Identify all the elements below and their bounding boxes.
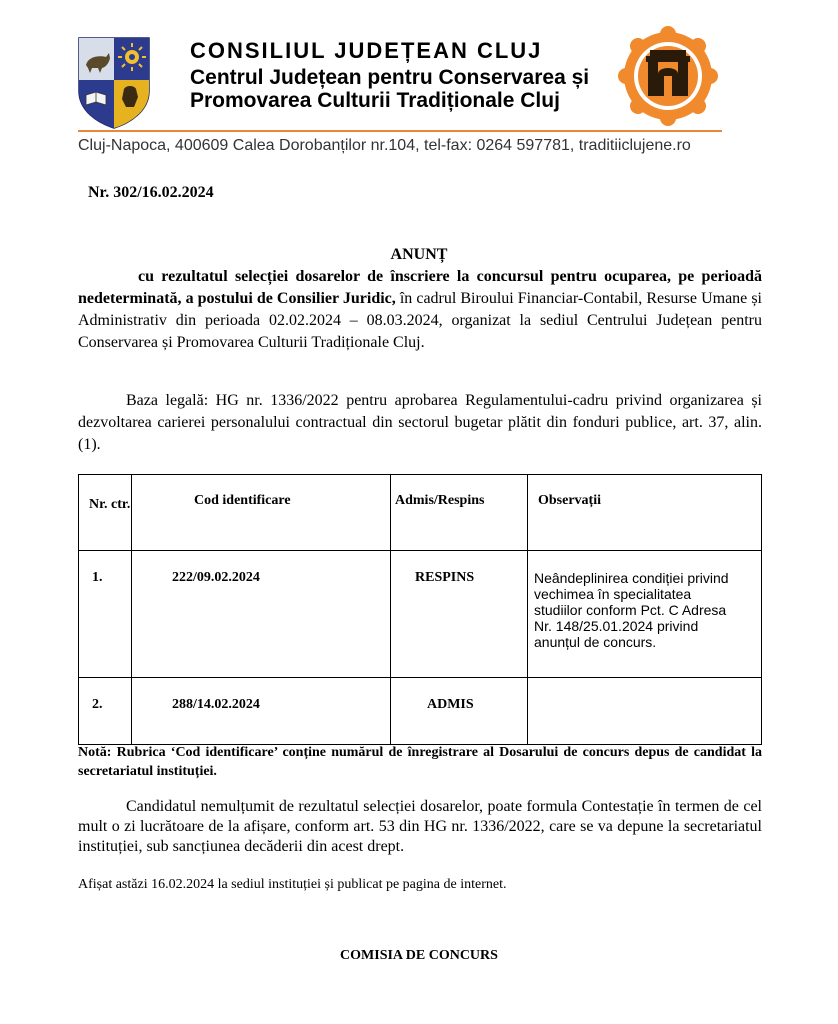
legal-basis-paragraph — [78, 390, 762, 456]
document-title: ANUNȚ — [390, 246, 448, 263]
table-note: Notă: Rubrica ‘Cod identificare’ conține numărul de înregistrare al Dosarului de concurs depus de candidat la secretariatul instituției. — [78, 745, 762, 779]
results-table — [78, 474, 762, 745]
row-cod: 288/14.02.2024 — [132, 678, 391, 745]
header-nr: Nr. ctr. — [79, 475, 132, 551]
contestation-paragraph — [78, 797, 762, 857]
county-coat-of-arms-logo — [78, 37, 150, 129]
intro-paragraph-bold: cu rezultatul selecției dosarelor de înscriere la concursul pentru ocuparea, pe perioadă nedeterminată, a postului de Consilier Juridic, — [78, 268, 762, 307]
intro-paragraph — [78, 266, 762, 354]
signature-committee: COMISIA DE CONCURS — [340, 948, 498, 963]
header-admis: Admis/Respins — [391, 475, 528, 551]
table-header-row — [79, 475, 762, 551]
legal-basis-text: Baza legală: HG nr. 1336/2022 pentru aprobarea Regulamentului-cadru privind organizarea și dezvoltarea carierei personalului contractual din sectorul bugetar plătit din fonduri publice, art. 37, alin. (1). — [78, 392, 762, 453]
contestation-text: Candidatul nemulțumit de rezultatul selecției dosarelor, poate formula Contestație în termen de cel mult o zi lucrătoare de la afișare, conform art. 53 din HG nr. 1336/2022, care se va depune la secretariatul instituției, sub sancțiunea decăderii din acest drept. — [78, 798, 762, 855]
header-address: Cluj-Napoca, 400609 Calea Dorobanților nr.104, tel-fax: 0264 597781, traditiiclujene.ro — [78, 137, 691, 154]
center-name-line2: Promovarea Culturii Tradiționale Cluj — [190, 89, 560, 112]
row-nr: 1. — [79, 551, 132, 678]
row-observatii: Neândeplinirea condiției privind vechimea în specialitatea studiilor conform Pct. C Adresa Nr. 148/25.01.2024 privind anunțul de concurs. — [528, 551, 762, 678]
center-seal-logo — [612, 26, 724, 126]
row-observatii — [528, 678, 762, 745]
table-row — [79, 678, 762, 745]
row-cod: 222/09.02.2024 — [132, 551, 391, 678]
header-observatii: Observații — [528, 475, 762, 551]
table-row — [79, 551, 762, 678]
posting-statement: Afișat astăzi 16.02.2024 la sediul instituției și publicat pe pagina de internet. — [78, 877, 507, 892]
council-name: CONSILIUL JUDEȚEAN CLUJ — [190, 38, 543, 63]
row-status: ADMIS — [391, 678, 528, 745]
row-nr: 2. — [79, 678, 132, 745]
intro-paragraph-rest: în cadrul Biroului Financiar-Contabil, Resurse Umane și Administrativ din perioada 02.02.2024 – 08.03.2024, organizat la sediul Centrului Județean pentru Conservarea și Promovarea Culturii Tradiționale Cluj. — [78, 290, 763, 351]
row-status: RESPINS — [391, 551, 528, 678]
center-name-line1: Centrul Județean pentru Conservarea și — [190, 66, 590, 89]
header-divider — [78, 130, 722, 132]
header-cod: Cod identificare — [132, 475, 391, 551]
document-number: Nr. 302/16.02.2024 — [88, 184, 214, 201]
